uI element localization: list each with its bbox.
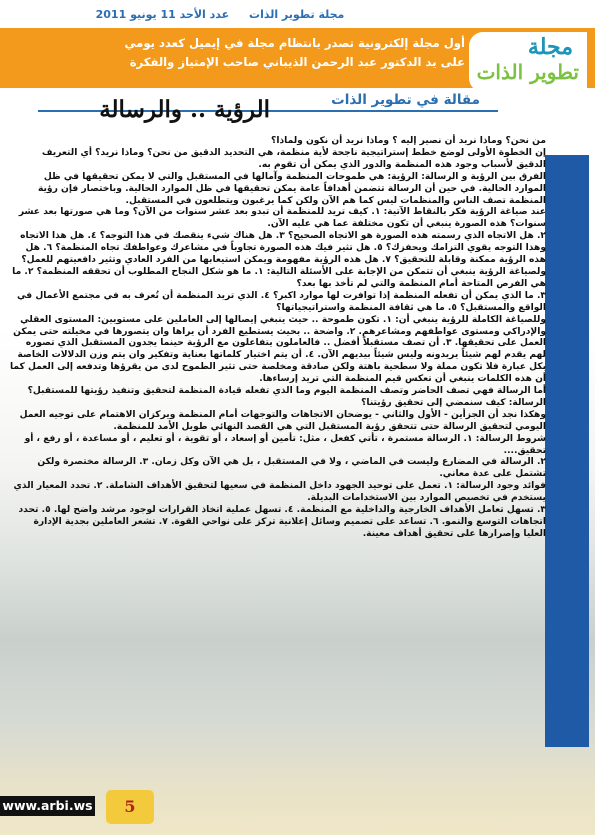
logo-word-1: مجلة [527,34,573,60]
magazine-logo [469,22,587,102]
issue-header [0,8,440,21]
logo-word-2: تطوير الذات [476,60,579,84]
paragraph: عند صياغة الرؤية فكر بالنقاط الآتية: ١. كيف تريد للمنظمة أن تبدو بعد عشر سنوات من الآن؟ وما هي صورتها بعد عشر سنوات؟ هذه الصورة ينبغي أن تكون مختلفة عما هي عليه الآن. [18,207,546,230]
paragraph: ٢. هل الاتجاه الذي رسمته هذه الصورة هو الاتجاه الصحيح؟ ٣. هل هناك شيء ينقصك في هذا التوجه؟ ٤. هل هذا الاتجاه وهذا التوجه يقوي التزامك ويحفزك؟ ٥. هل تثير فيك هذه الصورة تجاوباً في مشاعرك وعواطفك تجاه المنظمة؟ ٦. هل هذه الرؤية ممكنة وقابلة للتحقيق؟ ٧. هل هذه الرؤية مفهومة ويمكن استيعابها من الفرد العادي وتثير دافعيتهم للعمل؟ [20,231,546,266]
paragraph: فوائد وجود الرسالة: ١. تعمل على توحيد الجهود داخل المنظمة في سعيها لتحقيق الأهداف الشاملة. ٢. تحدد المعيار الذي يستخدم في تخصيص الموارد بين الاستخدامات البديلة. [13,481,546,504]
side-accent-bar [545,155,589,747]
paragraph: ٣. تسهل تعامل الأهداف الخارجية والداخلية مع المنظمة. ٤. تسهل عملية اتخاذ القرارات لوجود مرشد واضح لها. ٥. تحدد اتجاهات التوسع والنمو. ٦. تساعد على تصميم وسائل إعلانية تركز على نواحي القوة. ٧. تشعر العاملين بجدية الإدارة العليا وإصرارها على تحقيق أهداف معينة. [18,505,546,539]
paragraph: ٣. ما الذي يمكن أن تفعله المنظمة إذا توافرت لها موارد اكبر؟ ٤. الذي تريد المنظمة أن تُعرف به في مجتمع الأعمال في الواقع والمستقبل؟ ٥. ما هي ثقافة المنظمة واستراتيجياتها؟ [16,290,546,313]
paragraph: شروط الرسالة: ١. الرسالة مستمرة ، تأتي كفعل ، مثل: تأمين أو إسعاد ، أو تقوية ، أو تعليم ، أو مساعدة ، أو رفع ، أو تحقيق.... [24,433,546,456]
paragraph: أما الرسالة فهي تصف الحاضر وتصف المنظمة اليوم وما الذي تفعله قيادة المنظمة لتحقيق وتنفيذ رؤيتها للمستقبل؟ [27,386,546,397]
website-url[interactable]: www.arbi.ws [0,796,95,816]
section-subtitle: مقالة في تطوير الذات [331,92,480,108]
paragraph: الرسالة: كيف سنمضي إلى تحقيق رؤيتنا؟ [361,397,546,408]
article-title: الرؤية .. والرسالة [99,96,270,123]
article-body [10,136,546,541]
banner-line-1: أول مجلة إلكترونية تصدر بانتظام مجلة في إيميل كعدد يومي [124,36,465,50]
magazine-name: مجلة تطوير الذات [249,8,345,21]
page-number: 5 [124,797,136,816]
paragraph: وهكذا نجد أن الجزأين - الأول والثاني - يوضحان الاتجاهات والتوجهات أمام المنظمة ويركزان الاهتمام على توجيه العمل اليومي لتحقيق الرسالة حتى تتحقق رؤية المستقبل التي هي القصد النهائي طويل الأمد للمنظمة. [19,409,546,432]
paragraph: ٢. الرسالة في المضارع وليست في الماضي ، ولا في المستقبل ، بل هي الآن وكل زمان. ٣. الرسالة مختصرة ولكن تشتمل على عدة معاني. [37,457,546,480]
issue-date: عدد الأحد 11 يونيو 2011 [95,8,230,21]
banner-line-2: على يد الدكتور عبد الرحمن الذيباني صاحب الإمتياز والفكرة [129,55,465,69]
banner-text [10,34,465,72]
paragraph: الفرق بين الرؤية و الرسالة: الرؤية: هي طموحات المنظمة وآمالها في المستقبل والتي لا يمكن تحقيقها في ظل الموارد الحالية. في حين أن الرسالة تتضمن أهدافاً عامة يمكن تحقيقها في ظل الموارد الحالية. وباختصار فإن رؤية المنظمة تصف الناس والمنظمات ليس كما هم الآن ولكن كما يرغبون ويتطلعون في المستقبل. [37,171,546,206]
paragraph: وللصياغة الكاملة للرؤية ينبغي أن: ١. تكون طموحة .. حيث ينبغي إيصالها إلى العاملين على مستويين: المستوى العقلي والإدراكي ومستوى عواطفهم ومشاعرهم. ٢. واضحة .. بحيث يستطيع الفرد أن يراها وان يتصورها في مخيلته حتى يمكن العمل على تحقيقها. ٣. أن تصف مستقبلاً أفضل .. فالعاملون يتفاعلون مع الرؤية حينما يجدون المستقبل الذي تصوره لهم يقدم لهم شيئاً يريدونه وليس شيئاً بيديهم الآن. ٤. أن يتم اختيار كلماتها بعناية وتفكير وان يتم وزن الدلالات الخاصة بكل عبارة فلا تكون مملة ولا سطحية باهتة ولكن صادقة ومخلصة حتى تثير الطموح لدى من يقرؤها وتدفعه إلى العمل كما أن هذه الكلمات ينبغي أن تعكس قيم المنظمة التي تريد إرساءها. [9,314,546,385]
paragraph: إن الخطوة الأولى لوضع خطط إستراتيجية ناجحة لأية منظمة، هي التحديد الدقيق من نحن؟ وماذا نريد؟ أي التعريف الدقيق لأسباب وجود هذه المنظمة والدور الذي يمكن أن تقوم به. [41,147,546,170]
paragraph: ولصياغة الرؤية ينبغي أن تتمكن من الإجابة على الأسئلة التالية: ١. ما هو شكل النجاح المطلوب أن تحققه المنظمة؟ ٢. ما هي الفرص المتاحة أمام المنظمة والتي لم تأخذ بها بعد؟ [12,266,546,289]
paragraph: من نحن؟ وماذا نريد أن نصير إليه ؟ وماذا نريد أن نكون ولماذا؟ [271,136,546,146]
